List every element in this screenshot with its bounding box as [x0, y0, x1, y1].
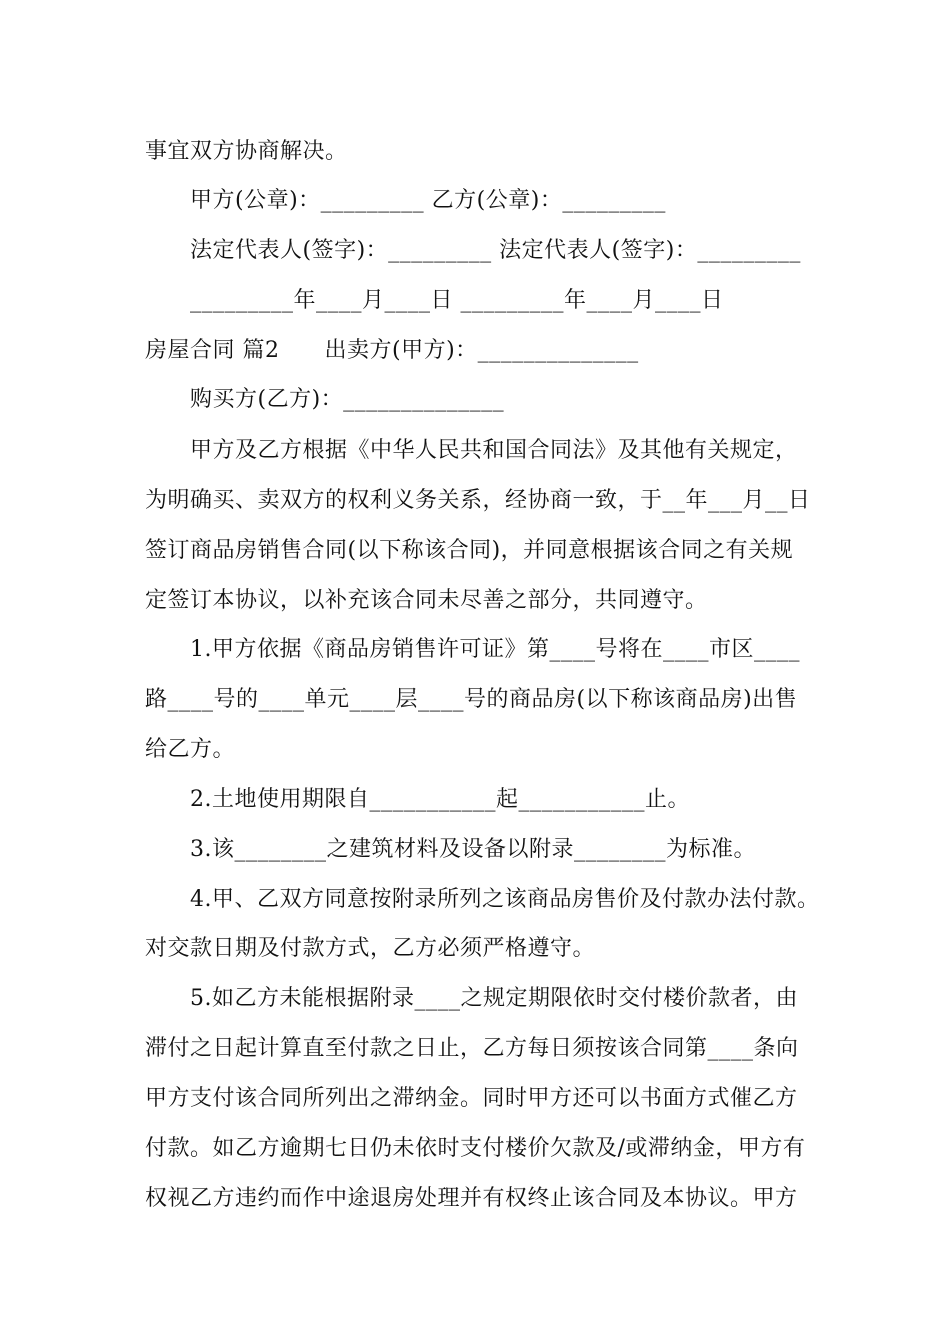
clause-4-line: 对交款日期及付款方式，乙方必须严格遵守。	[145, 936, 596, 961]
clause-3-line: 3.该________之建筑材料及设备以附录________为标准。	[190, 837, 756, 862]
paragraph-line: 为明确买、卖双方的权利义务关系，经协商一致，于__年___月__日	[145, 488, 811, 513]
buyer-line: 购买方(乙方)：______________	[190, 387, 505, 412]
paragraph-line: 签订商品房销售合同(以下称该合同)，并同意根据该合同之有关规	[145, 538, 794, 563]
date-line: _________年____月____日 _________年____月____日	[190, 288, 724, 313]
clause-5-line: 付款。如乙方逾期七日仍未依时支付楼价欠款及/或滞纳金，甲方有	[145, 1136, 806, 1161]
clause-4-line: 4.甲、乙双方同意按附录所列之该商品房售价及付款办法付款。	[190, 887, 820, 912]
clause-1-line: 给乙方。	[145, 737, 236, 762]
text-line: 事宜双方协商解决。	[145, 139, 348, 164]
representative-line: 法定代表人(签字)：_________ 法定代表人(签字)：_________	[190, 238, 801, 263]
clause-5-line: 5.如乙方未能根据附录____之规定期限依时交付楼价款者，由	[190, 986, 798, 1011]
clause-2-line: 2.土地使用期限自___________起___________止。	[190, 787, 690, 812]
section-heading: 房屋合同 篇2 出卖方(甲方)：______________	[145, 338, 639, 363]
clause-5-line: 权视乙方违约而作中途退房处理并有权终止该合同及本协议。甲方	[145, 1186, 798, 1211]
paragraph-line: 定签订本协议，以补充该合同未尽善之部分，共同遵守。	[145, 588, 708, 613]
paragraph-line: 甲方及乙方根据《中华人民共和国合同法》及其他有关规定，	[190, 438, 798, 463]
seal-line: 甲方(公章)：_________ 乙方(公章)：_________	[190, 188, 666, 213]
clause-1-line: 1.甲方依据《商品房销售许可证》第____号将在____市区____	[190, 637, 800, 662]
clause-5-line: 滞付之日起计算直至付款之日止，乙方每日须按该合同第____条向	[145, 1036, 799, 1061]
clause-1-line: 路____号的____单元____层____号的商品房(以下称该商品房)出售	[145, 687, 798, 712]
clause-5-line: 甲方支付该合同所列出之滞纳金。同时甲方还可以书面方式催乙方	[145, 1086, 798, 1111]
